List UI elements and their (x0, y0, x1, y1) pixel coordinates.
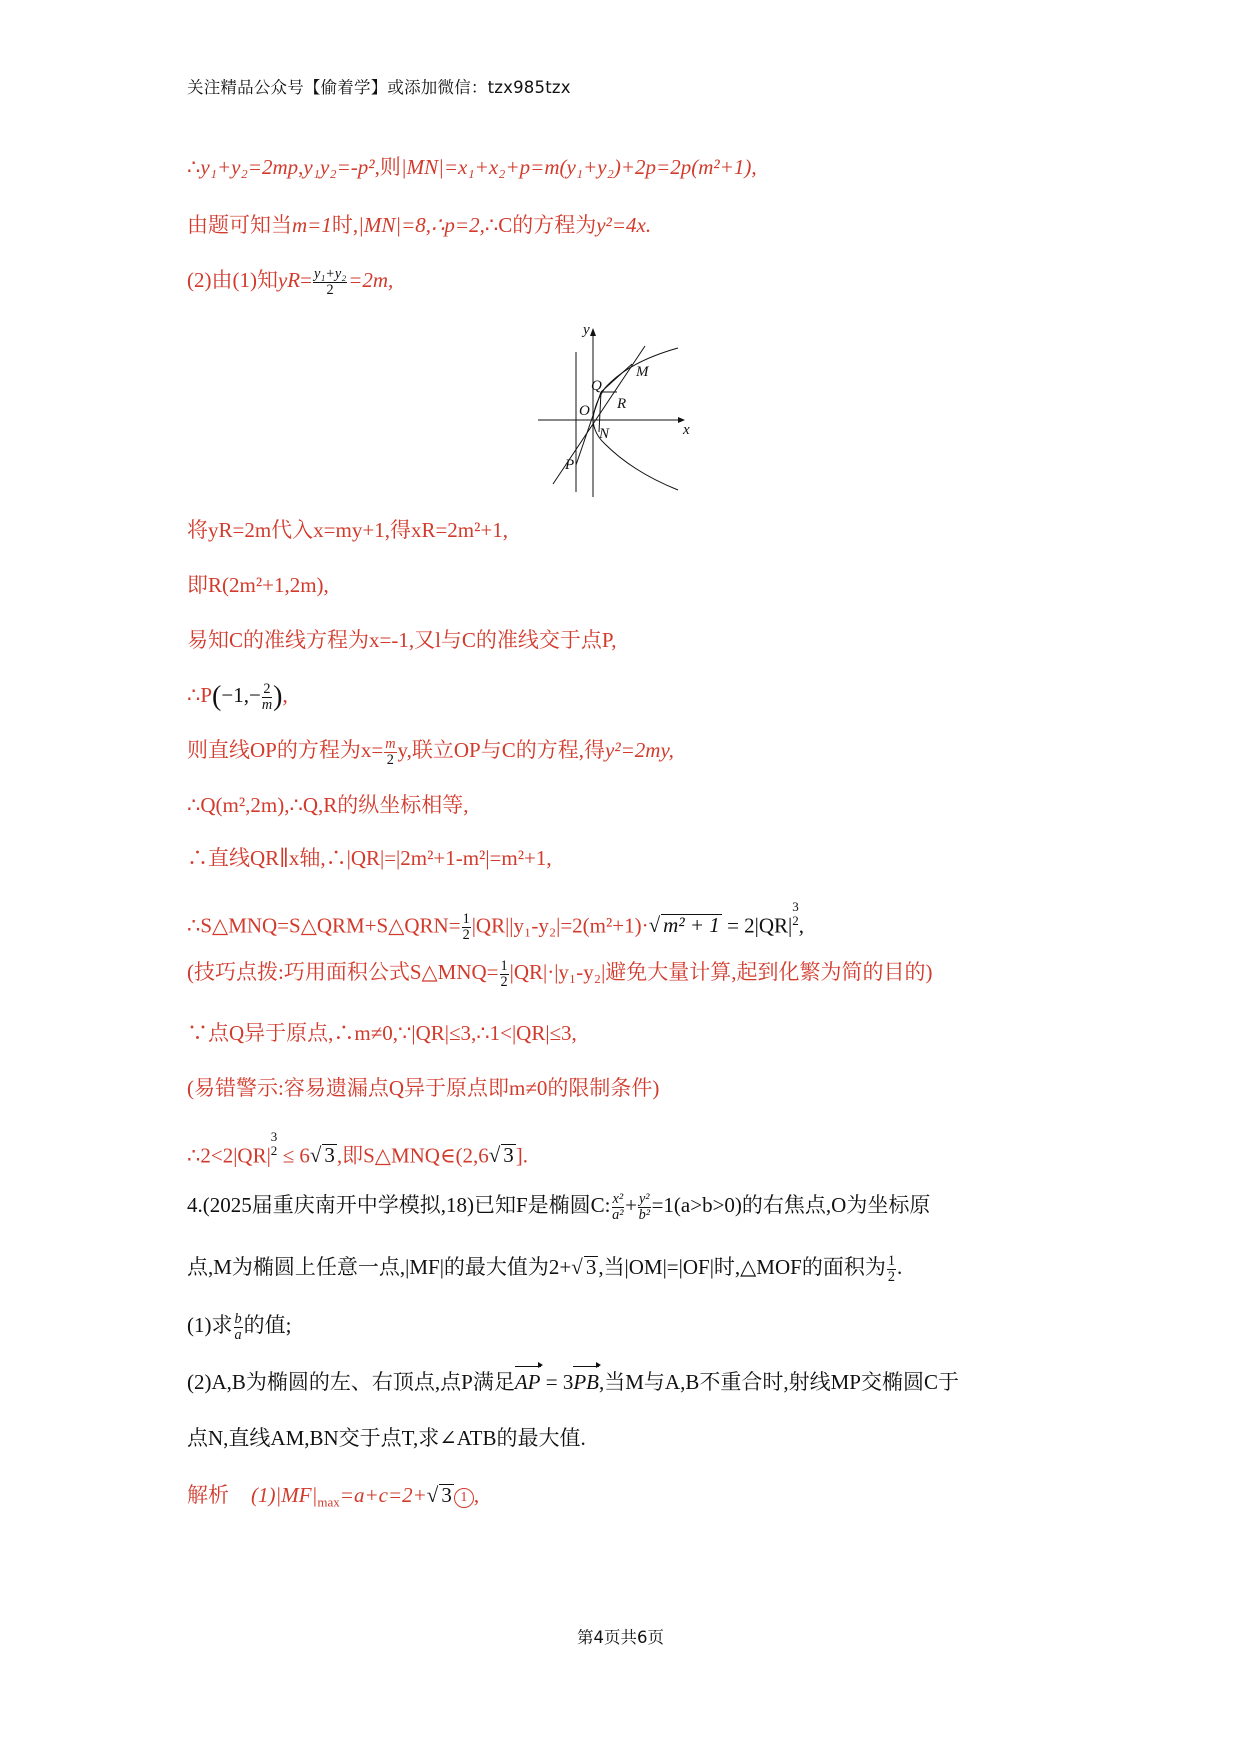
fraction (462, 912, 471, 943)
sqrt-body: 3 (585, 1255, 597, 1279)
fraction-denominator: 2 (887, 1268, 895, 1285)
exponent-denominator: 2 (270, 1142, 278, 1158)
tip-note-line (187, 957, 933, 990)
sqrt-expression: √ 3 (426, 1483, 452, 1507)
sqrt-expression: √ m² + 1 (648, 913, 720, 938)
text-segment: = 3 (540, 1370, 574, 1394)
math-segment: (1)|MF| (251, 1483, 318, 1507)
text-segment: y,联立OP与C的方程,得 (397, 738, 605, 762)
label-point-o: O (579, 403, 590, 419)
fraction-denominator: a² (612, 1206, 624, 1223)
text-segment: , (798, 913, 805, 938)
fraction (638, 1192, 651, 1223)
solution-line-xr: 将yR=2m代入x=my+1,得xR=2m²+1, (187, 518, 509, 542)
page-header-watermark: 关注精品公众号【偷着学】或添加微信：tzx985tzx (187, 78, 571, 97)
text-segment: ∴S△MNQ=S△QRM+S△QRN= (187, 913, 461, 938)
solution-line-r-coord: 即R(2m²+1,2m), (187, 573, 329, 597)
text-segment: ∴C的方程为 (484, 213, 597, 237)
therefore-symbol: ∴ (187, 155, 201, 179)
exponent-numerator: 3 (270, 1129, 278, 1144)
problem4-statement-line1 (187, 1190, 930, 1223)
label-point-n: N (599, 426, 610, 442)
label-point-q: Q (591, 378, 602, 394)
text-segment: 时, (331, 213, 359, 237)
solution-line-p-coord (187, 680, 288, 713)
product-of-roots: y₁y₂=-p² (303, 155, 375, 179)
solution-line-qr-length: ∴直线QR∥x轴,∴|QR|=|2m²+1-m²|=m²+1, (187, 846, 552, 870)
fraction-denominator: 2 (500, 973, 508, 990)
label-x-axis: x (683, 422, 690, 438)
solution-line-part2-start: (2)由(1)知yR= $\frac{\text{y₁+y₂}}{2}$ =2m, (187, 265, 394, 298)
text-segment: |QR|·|y₁-y₂|避免大量计算,起到化繁为简的目的) (509, 960, 933, 984)
fraction-numerator: b (234, 1310, 242, 1327)
sqrt-body: 3 (324, 1143, 335, 1168)
analysis-label: 解析 (187, 1483, 229, 1507)
text-segment: ∴P (187, 683, 213, 707)
text-segment: (2)A,B为椭圆的左、右顶点,点P满足 (187, 1370, 515, 1394)
math-segment: y²=4x. (596, 213, 652, 237)
sqrt-body: m² + 1 (663, 913, 720, 938)
fraction (612, 1192, 625, 1223)
fraction (313, 267, 347, 298)
subscript: max (317, 1494, 340, 1510)
solution-line-directrix: 易知C的准线方程为x=-1,又l与C的准线交于点P, (187, 628, 617, 652)
text-segment: , (282, 683, 288, 707)
problem4-statement-line2 (187, 1252, 902, 1285)
solution-line-parabola-equation (187, 210, 651, 240)
text-segment: ,即S△MNQ∈(2,6 (336, 1143, 489, 1168)
fraction-denominator: 2 (386, 751, 394, 768)
math-segment: yR (277, 268, 301, 292)
page-footer-page-number: 第4页共6页 (577, 1628, 664, 1647)
problem4-question2-line2: 点N,直线AM,BN交于点T,求∠ATB的最大值. (187, 1426, 586, 1450)
label-point-m: M (636, 364, 649, 380)
label-point-r: R (617, 396, 627, 412)
fraction-numerator: 2 (263, 680, 271, 697)
text-segment: , (473, 1483, 480, 1507)
problem4-question2-line1 (187, 1367, 959, 1397)
diagram-svg (533, 322, 733, 502)
math-segment: m=1 (292, 213, 332, 237)
math-segment: =2m, (348, 268, 394, 292)
exponent-numerator: 3 (792, 899, 799, 914)
fraction (500, 959, 509, 990)
text-segment: (技巧点拨:巧用面积公式S△MNQ= (187, 960, 499, 984)
text-segment: 的值; (243, 1313, 292, 1337)
fraction-denominator: 2 (462, 927, 470, 944)
label-point-p: P (565, 457, 575, 473)
text-segment: ,当M与A,B不重合时,射线MP交椭圆C于 (599, 1370, 959, 1394)
text-segment: 4.(2025届重庆南开中学模拟,18)已知F是椭圆C: (187, 1193, 611, 1217)
solution-line-area-formula (187, 900, 804, 943)
text-segment: . (896, 1255, 903, 1279)
text-segment: ∴2<2|QR| (187, 1143, 271, 1168)
fraction-denominator: b² (638, 1206, 650, 1223)
sqrt-body: 3 (441, 1483, 452, 1507)
math-segment: − (248, 683, 261, 707)
text-segment: = 2|QR| (721, 913, 793, 938)
text-segment: ,当|OM|=|OF|时,△MOF的面积为 (598, 1255, 886, 1279)
math-segment: y²=2my, (605, 738, 674, 762)
paren-open: ( (212, 681, 222, 712)
warning-note-line: (易错警示:容易遗漏点Q异于原点即m≠0的限制条件) (187, 1076, 660, 1100)
text-segment: (2)由(1)知 (187, 268, 278, 292)
math-segment: =a+c=2+ (339, 1483, 427, 1507)
fraction-numerator: 1 (887, 1252, 895, 1269)
text-segment: + (625, 1193, 637, 1217)
solution-line-area-range (187, 1130, 528, 1170)
text-segment: ]. (515, 1143, 529, 1168)
text-segment: 则直线OP的方程为x= (187, 738, 384, 762)
solution-line-qr-range: ∵点Q异于原点,∴m≠0,∵|QR|≤3,∴1<|QR|≤3, (187, 1021, 577, 1045)
solution-line-q-coord: ∴Q(m²,2m),∴Q,R的纵坐标相等, (187, 793, 469, 817)
problem4-question1 (187, 1310, 291, 1343)
text-segment: 由题可知当 (187, 213, 292, 237)
fraction-numerator: x² (612, 1190, 624, 1207)
math-segment: −1, (221, 683, 249, 707)
sqrt-body: 3 (503, 1143, 514, 1168)
sqrt-expression: √ 3 (571, 1255, 597, 1279)
mn-length-formula: |MN|=x₁+x₂+p=m(y₁+y₂)+2p=2p(m²+1), (400, 155, 757, 179)
text-segment: (1)求 (187, 1313, 233, 1337)
fraction (887, 1254, 896, 1285)
label-y-axis: y (583, 322, 590, 338)
exponent-denominator: 2 (792, 912, 799, 928)
sqrt-expression: √ 3 (488, 1143, 514, 1168)
fraction-numerator: 1 (462, 911, 470, 928)
text-segment: ≤ 6 (277, 1143, 310, 1168)
text-segment: =1(a>b>0)的右焦点,O为坐标原 (651, 1193, 931, 1217)
fraction-denominator: a (234, 1326, 242, 1343)
vector-pb: PB (573, 1367, 599, 1397)
sum-of-roots: y₁+y₂=2mp (200, 155, 299, 179)
fraction-numerator: m (385, 735, 396, 752)
fraction-denominator: m (261, 696, 273, 713)
sqrt-expression: √ 3 (309, 1143, 335, 1168)
then-word: 则 (379, 155, 401, 179)
fraction-denominator: 2 (326, 281, 334, 298)
paren-close: ) (273, 681, 283, 712)
fraction (384, 737, 396, 768)
math-segment: |MN|=8, (358, 213, 432, 237)
fraction (234, 1312, 243, 1343)
text-segment: |QR||y₁-y₂|=2(m²+1)· (471, 913, 649, 938)
problem4-analysis-line (187, 1480, 479, 1518)
fraction (262, 682, 272, 713)
fraction-numerator: y² (638, 1190, 650, 1207)
fraction-numerator: y₁+y₂ (313, 265, 347, 282)
fraction-numerator: 1 (500, 957, 508, 974)
parabola-diagram (533, 322, 733, 502)
circled-number-1: 1 (454, 1488, 474, 1508)
solution-line-op-equation (187, 735, 674, 768)
solution-line-vieta: ∴y₁+y₂=2mp,y₁y₂=-p²,则|MN|=x₁+x₂+p=m(y₁+y₂)+2p=2p(m²+1), (187, 155, 757, 179)
vector-ap: AP (515, 1367, 541, 1397)
text-segment: 点,M为椭圆上任意一点,|MF|的最大值为2+ (187, 1255, 572, 1279)
math-segment: ∴p=2, (431, 213, 485, 237)
